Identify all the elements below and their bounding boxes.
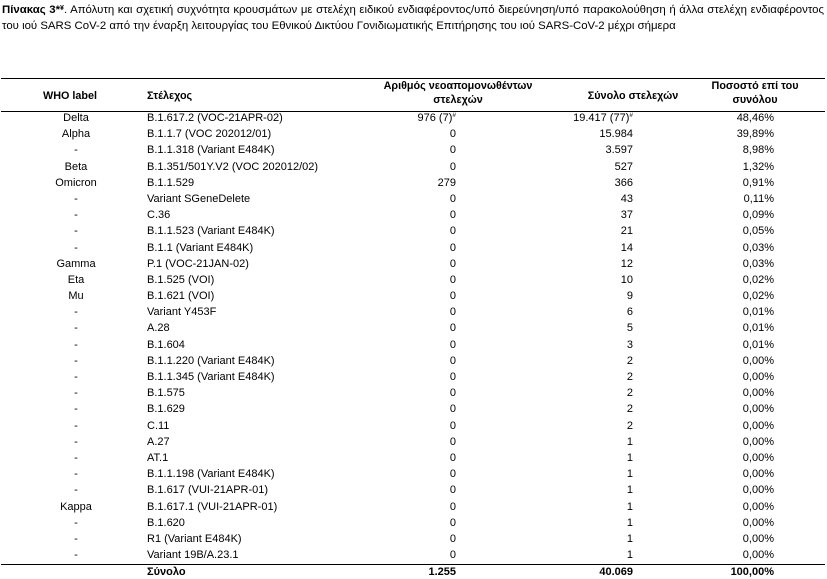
total-cell: 21 (620, 225, 633, 238)
new-isolated-cell: 0 (449, 516, 456, 529)
who-cell: - (74, 419, 78, 432)
table-row (0, 224, 827, 240)
who-cell: Alpha (61, 128, 91, 141)
header-who-label: WHO label (43, 90, 97, 102)
percent-cell: 0,01% (742, 306, 774, 319)
new-isolated-cell: 0 (449, 241, 456, 254)
who-cell: - (74, 371, 78, 383)
table-row (0, 500, 827, 516)
percent-cell: 0,03% (742, 257, 774, 270)
table-row (0, 548, 827, 564)
caption-text: . Απόλυτη και σχετική συχνότητα κρουσμάτων με στελέχη ειδικού ενδιαφέροντος/υπό διερεύνηση/υπό παρακολούθηση ή άλλα στελέχη ενδιαφέροντος του ιού SARS CoV-2 από την έναρξη λειτουργίας του Εθνικού Δικτύου Γονιδιωματικής Επιτήρησης του ιού SARS-CoV-2 μέχρι σήμερα (2, 4, 824, 32)
who-cell: Kappa (60, 500, 92, 513)
new-isolated-cell: 0 (449, 419, 456, 432)
caption-footnote-mark: ¥ (60, 5, 64, 12)
total-cell: 1 (626, 500, 633, 513)
total-cell: 1 (626, 451, 633, 464)
percent-cell: 0,00% (742, 549, 774, 562)
table-row (0, 143, 827, 159)
who-cell: Gamma (56, 257, 96, 270)
new-isolated-cell: 0 (449, 532, 456, 545)
total-cell: 366 (614, 176, 633, 189)
lineage-cell: B.1.1.318 (Variant E484K) (147, 144, 275, 157)
new-isolated-cell: 279 (437, 176, 456, 189)
percent-cell: 0,01% (742, 338, 774, 351)
new-isolated-cell: 0 (449, 273, 456, 286)
who-cell: Omicron (55, 176, 97, 189)
who-cell: - (74, 241, 78, 254)
who-cell: Beta (64, 160, 88, 173)
total-cell: 9 (626, 290, 633, 303)
total-cell: 5 (626, 322, 633, 335)
who-cell: - (74, 322, 78, 335)
table-row (0, 435, 827, 451)
new-isolated-cell: 0 (449, 403, 456, 416)
who-cell: Mu (68, 290, 84, 303)
percent-cell: 0,00% (742, 354, 774, 367)
table-row (0, 289, 827, 305)
table-row (0, 160, 827, 176)
new-isolated-cell: 0 (449, 290, 456, 303)
total-cell: 527 (614, 160, 633, 173)
total-cell: 2 (626, 354, 633, 367)
lineage-cell: A.27 (147, 435, 170, 448)
lineage-cell: R1 (Variant E484K) (147, 532, 242, 545)
lineage-cell: B.1.617.1 (VUI-21APR-01) (147, 500, 278, 513)
table-row (0, 467, 827, 483)
new-isolated-cell: 0 (449, 128, 456, 141)
total-cell: 2 (626, 387, 633, 400)
percent-cell: 1,32% (742, 160, 774, 173)
new-isolated-cell: 0 (449, 451, 456, 464)
new-isolated-cell: 0 (449, 144, 456, 157)
table-row (0, 386, 827, 402)
percent-cell: 0,00% (742, 484, 774, 497)
total-cell: 2 (626, 419, 633, 432)
table-header (0, 79, 827, 111)
new-isolated-cell: 0 (449, 387, 456, 400)
total-cell: 2 (626, 371, 633, 383)
total-cell: 37 (620, 209, 633, 222)
table-row (0, 483, 827, 499)
lineage-cell: B.1.617 (VUI-21APR-01) (147, 484, 269, 497)
table-row (0, 516, 827, 532)
total-cell: 6 (626, 306, 633, 319)
lineage-cell: B.1.1 (Variant E484K) (147, 241, 254, 254)
who-cell: - (74, 516, 78, 529)
percent-cell: 0,00% (742, 500, 774, 513)
percent-cell: 0,00% (742, 468, 774, 481)
percent-cell: 0,01% (742, 322, 774, 335)
lineage-cell: B.1.1.198 (Variant E484K) (147, 468, 275, 481)
lineage-cell: B.1.629 (147, 403, 185, 416)
percent-cell: 0,00% (742, 371, 774, 383)
total-cell: 14 (620, 241, 633, 254)
new-isolated-cell: 0 (449, 322, 456, 335)
who-cell: - (74, 225, 78, 238)
new-isolated-cell: 0 (449, 338, 456, 351)
who-cell: - (74, 532, 78, 545)
lineage-cell: B.1.525 (VOI) (147, 273, 215, 286)
new-isolated-cell: 0 (449, 484, 456, 497)
table-row (0, 451, 827, 467)
table-row (0, 273, 827, 289)
table-body (0, 111, 827, 579)
who-cell: - (74, 209, 78, 222)
table-row (0, 419, 827, 435)
who-cell: - (74, 484, 78, 497)
lineage-cell: B.1.1.345 (Variant E484K) (147, 371, 275, 383)
who-cell: - (74, 192, 78, 205)
table-row (0, 338, 827, 354)
new-isolated-cell: 0 (449, 371, 456, 383)
table-row (0, 354, 827, 370)
table-row (0, 208, 827, 224)
total-cell: 1 (626, 435, 633, 448)
new-isolated-cell: 0 (449, 354, 456, 367)
total-label: Σύνολο (147, 566, 186, 579)
total-cell: 19.417 (77)# (573, 112, 633, 124)
total-cell: 3 (626, 338, 633, 351)
total-cell: 15.984 (599, 128, 633, 141)
percent-cell: 8,98% (742, 144, 774, 157)
lineage-cell: B.1.617.2 (VOC-21APR-02) (147, 112, 283, 124)
new-isolated-cell: 0 (449, 468, 456, 481)
total-cell: 2 (626, 403, 633, 416)
percent-cell: 48,46% (736, 112, 774, 124)
lineage-cell: Variant 19B/A.23.1 (147, 549, 239, 562)
total-strains: 40.069 (599, 566, 633, 579)
percent-cell: 0,11% (743, 192, 774, 205)
percent-cell: 0,03% (742, 241, 774, 254)
lineage-cell: P.1 (VOC-21JAN-02) (147, 257, 249, 270)
table-row (0, 257, 827, 273)
new-isolated-cell: 0 (449, 306, 456, 319)
percent-cell: 39,89% (736, 128, 774, 141)
who-cell: - (74, 144, 78, 157)
lineage-cell: B.1.351/501Y.V2 (VOC 202012/02) (147, 160, 319, 173)
who-cell: Eta (67, 273, 85, 286)
who-cell: - (74, 387, 78, 400)
header-new-isolated: Αριθμός νεοαπομονωθέντων στελεχών (383, 80, 533, 106)
percent-cell: 0,09% (742, 209, 774, 222)
lineage-cell: B.1.1.7 (VOC 202012/01) (147, 128, 272, 141)
lineage-cell: C.36 (147, 209, 171, 222)
total-cell: 1 (626, 484, 633, 497)
lineage-cell: B.1.604 (147, 338, 185, 351)
total-cell: 1 (626, 468, 633, 481)
percent-cell: 0,00% (742, 387, 774, 400)
total-cell: 43 (620, 192, 633, 205)
new-isolated-cell: 0 (449, 435, 456, 448)
total-cell: 1 (626, 516, 633, 529)
total-row (0, 565, 827, 579)
who-cell: - (74, 549, 78, 562)
total-cell: 10 (620, 273, 633, 286)
who-cell: Delta (63, 112, 89, 124)
percent-cell: 0,05% (742, 225, 774, 238)
new-isolated-cell: 0 (449, 160, 456, 173)
new-isolated-cell: 976 (7)# (417, 112, 456, 124)
lineage-cell: C.11 (147, 419, 170, 432)
lineage-cell: B.1.620 (147, 516, 185, 529)
footnote-mark: # (629, 112, 633, 119)
table-row (0, 402, 827, 418)
table-caption (2, 3, 824, 34)
lineage-cell: B.1.1.523 (Variant E484K) (147, 225, 275, 238)
footnote-mark: # (452, 112, 456, 119)
lineage-cell: B.1.575 (147, 387, 185, 400)
percent-cell: 0,02% (742, 273, 774, 286)
percent-cell: 0,00% (742, 451, 774, 464)
lineage-cell: B.1.1.529 (147, 176, 195, 189)
new-isolated-cell: 0 (449, 257, 456, 270)
lineage-cell: A.28 (147, 322, 170, 335)
table-row (0, 111, 827, 127)
total-cell: 1 (626, 532, 633, 545)
table-row (0, 176, 827, 192)
lineage-cell: B.1.621 (VOI) (147, 290, 215, 303)
who-cell: - (74, 338, 78, 351)
who-cell: - (74, 354, 78, 367)
percent-cell: 0,00% (742, 532, 774, 545)
table-row (0, 370, 827, 386)
new-isolated-cell: 0 (449, 549, 456, 562)
percent-cell: 0,00% (742, 516, 774, 529)
percent-cell: 0,00% (742, 403, 774, 416)
who-cell: - (74, 435, 78, 448)
total-cell: 3.597 (605, 144, 633, 157)
new-isolated-cell: 0 (449, 225, 456, 238)
table-row (0, 241, 827, 257)
new-isolated-cell: 0 (449, 192, 456, 205)
percent-cell: 0,00% (742, 419, 774, 432)
lineage-cell: Variant Y453F (147, 306, 217, 319)
header-lineage: Στέλεχος (147, 90, 193, 102)
lineage-cell: Variant SGeneDelete (147, 192, 251, 205)
lineage-cell: AT.1 (147, 451, 169, 464)
total-percent: 100,00% (730, 566, 774, 579)
total-cell: 12 (620, 257, 633, 270)
percent-cell: 0,02% (742, 290, 774, 303)
who-cell: - (74, 468, 78, 481)
new-isolated-cell: 0 (449, 500, 456, 513)
who-cell: - (74, 306, 78, 319)
new-isolated-cell: 0 (449, 209, 456, 222)
who-cell: - (74, 403, 78, 416)
who-cell: - (74, 451, 78, 464)
table-row (0, 305, 827, 321)
lineage-cell: B.1.1.220 (Variant E484K) (147, 354, 275, 367)
total-cell: 1 (626, 549, 633, 562)
percent-cell: 0,91% (742, 176, 774, 189)
table-row (0, 127, 827, 143)
table-row (0, 192, 827, 208)
table-row (0, 321, 827, 337)
caption-label: Πίνακας 3* (2, 4, 61, 16)
header-percent: Ποσοστό επί του συνόλου (711, 80, 799, 106)
header-total: Σύνολο στελεχών (587, 90, 679, 102)
percent-cell: 0,00% (742, 435, 774, 448)
total-new-isolated: 1.255 (428, 566, 456, 579)
table-row (0, 532, 827, 548)
